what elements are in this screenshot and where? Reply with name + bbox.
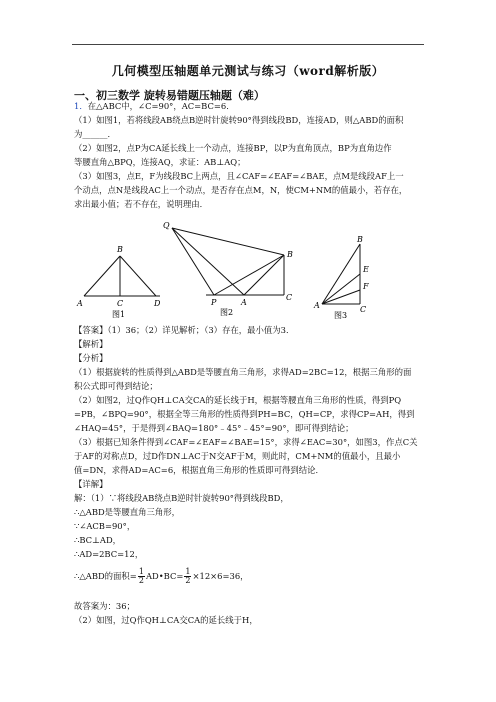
answer-line: 【答案】（1）36；（2）详见解析；（3）存在，最小值为3． [74, 325, 295, 335]
analysis-line-2: 积公式即可得到结论； [74, 381, 158, 391]
problem-stem [74, 100, 235, 112]
page-title: 几何模型压轴题单元测试与练习（word解析版） [111, 64, 385, 78]
fig2-label-c: C [286, 293, 293, 302]
area-prefix: ∴△ABD的面积= [74, 571, 137, 581]
jiexi-heading: 【解析】 [74, 339, 108, 349]
analysis-line-7: 于AF的对称点D，过D作DN⊥AC于N交AF于M，则此时，CM+NM的值最小，且最小 [74, 451, 401, 461]
area-formula [74, 564, 249, 588]
section-heading: 一、初三数学 旋转易错题压轴题（难） [74, 89, 265, 102]
fig3-caption: 图3 [334, 311, 348, 320]
analysis-line-1: （1）根据旋转的性质得到△ABD是等腰直角三角形，求得AD=2BC=12，根据三角形的面 [74, 367, 412, 377]
q3-line2: 个动点，点N是线段AC上一个动点，是否存在点M，N，使CM+NM的值最小，若存在， [74, 185, 408, 195]
frac-den-2: 2 [185, 576, 191, 585]
figure-3 [312, 236, 382, 322]
solution-line-2: ∴△ABD是等腰直角三角形， [74, 507, 181, 517]
fraction-half-2 [184, 568, 191, 585]
fig2-label-b: B [287, 250, 293, 259]
header-rule [72, 44, 424, 45]
fig3-label-c: C [360, 305, 367, 314]
solution-line-4: ∴BC⊥AD， [74, 535, 122, 545]
q3-line3: 求出最小值；若不存在，说明理由． [74, 199, 208, 209]
fig1-caption: 图1 [112, 310, 126, 319]
problem-stem-text: 在△ABC中，∠C=90°，AC=BC=6． [87, 101, 235, 111]
figure-2 [160, 218, 298, 322]
solution-line-5: ∴AD=2BC=12， [74, 549, 144, 559]
analysis-line-8: 值=DN，求得AD=AC=6，根据直角三角形的性质即可得到结论． [74, 465, 324, 475]
area-suffix: ×12×6=36， [192, 571, 249, 581]
fig1-label-b: B [117, 245, 123, 254]
problem-number: 1． [74, 101, 88, 111]
fig2-caption: 图2 [220, 308, 234, 317]
analysis-line-5: ∠HAQ=45°，于是得到∠BAQ=180°﹣45°﹣45°=90°，即可得到结论； [74, 423, 354, 433]
fraction-half-1 [138, 568, 145, 585]
q1-line1: （1）如图1，若将线段AB绕点B逆时针旋转90°得到线段BD，连接AD，则△ABD的面积 [74, 115, 404, 125]
part2-line: （2）如图，过Q作QH⊥CA交CA的延长线于H， [74, 615, 258, 625]
solution-line-3: ∵∠ACB=90°， [74, 521, 136, 531]
xiangjie-heading: 【详解】 [74, 479, 108, 489]
frac-num-1: 1 [138, 567, 144, 576]
frac-den-1: 2 [138, 576, 144, 585]
fig1-label-a: A [77, 299, 83, 308]
fig1-label-c: C [117, 299, 124, 308]
q2-line2: 等腰直角△BPQ，连接AQ，求证：AB⊥AQ； [74, 157, 246, 167]
fig3-label-e: E [363, 265, 369, 274]
final-answer-line: 故答案为：36； [74, 601, 135, 611]
fig3-label-a: A [314, 301, 320, 310]
frac-num-2: 1 [185, 567, 191, 576]
fig3-label-b: B [357, 236, 363, 244]
fig3-label-f: F [363, 282, 369, 291]
analysis-line-6: （3）根据已知条件得到∠CAF=∠EAF=∠BAE=15°，求得∠EAC=30°，如图3，作点C关 [74, 437, 418, 447]
analysis-line-4: =PB，∠BPQ=90°，根据全等三角形的性质得到PH=BC，QH=CP，求得CP=AH，得到 [74, 409, 415, 419]
fig2-label-q: Q [163, 221, 170, 230]
q1-line2: 为______． [74, 129, 116, 139]
solution-line-1: 解：（1）∵将线段AB绕点B逆时针旋转90°得到线段BD， [74, 493, 289, 503]
area-mid: AD•BC= [145, 571, 184, 581]
fenxi-heading: 【分析】 [74, 353, 108, 363]
analysis-line-3: （2）如图2，过Q作QH⊥CA交CA的延长线于H，根据等腰直角三角形的性质，得到PQ [74, 395, 402, 405]
q3-line1: （3）如图3，点E，F为线段BC上两点，且∠CAF=∠EAF=∠BAE，点M是线段AF上一 [74, 171, 404, 181]
fig1-label-d: D [154, 299, 161, 308]
fig2-label-a: A [241, 298, 247, 307]
fig2-label-p: P [211, 298, 217, 307]
figure-1 [74, 240, 166, 320]
q2-line1: （2）如图2，点P为CA延长线上一个动点，连接BP，以P为直角顶点，BP为直角边作 [74, 143, 392, 153]
